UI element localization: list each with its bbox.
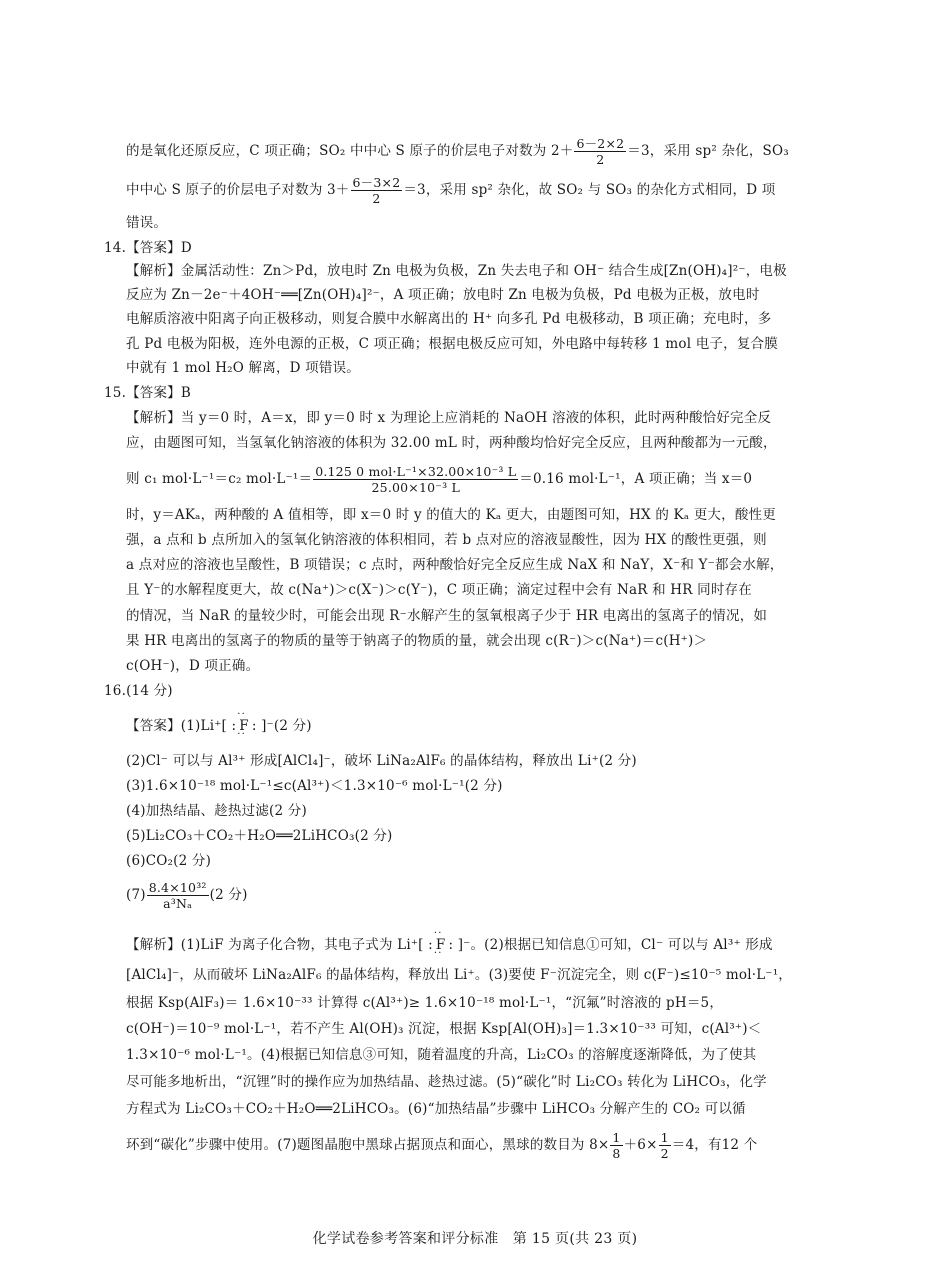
text-span: (2 分) [209,887,248,903]
text-line: 1.3×10⁻⁶ mol·L⁻¹。(4)根据已知信息③可知，随着温度的升高，Li₂CO₃ 的溶解度逐渐降低，为了使其 [126,1047,757,1063]
text-line [126,716,312,736]
text-line: 果 HR 电离出的氢离子的物质的量等于钠离子的物质的量，就会出现 c(R⁻)＞c(Na⁺)＝c(H⁺)＞ [126,633,708,649]
text-span: ＋6× [623,1137,658,1153]
fraction-numerator: 6－3×2 [352,175,401,190]
fraction-numerator: 8.4×10³² [148,880,207,895]
fraction [147,880,209,911]
text-line: c(OH⁻)＝10⁻⁹ mol·L⁻¹，若不产生 Al(OH)₃ 沉淀，根据 Ksp[Al(OH)₃]＝1.3×10⁻³³ 可知，c(Al³⁺)＜ [126,1021,762,1037]
text-line: (6)CO₂(2 分) [126,853,212,869]
text-line: c(OH⁻)，D 项正确。 [126,658,260,674]
text-span: 【解析】(1)LiF 为离子化合物，其电子式为 Li⁺[ : [126,937,433,953]
page-footer: 化学试卷参考答案和评分标准 第 15 页(共 23 页) [312,1231,638,1247]
text-line: 且 Y⁻的水解程度更大，故 c(Na⁺)＞c(X⁻)＞c(Y⁻)，C 项正确；滴定过程中会有 NaR 和 HR 同时存在 [126,582,752,598]
text-line: (3)1.6×10⁻¹⁸ mol·L⁻¹≤c(Al³⁺)＜1.3×10⁻⁶ mol·L⁻¹(2 分) [126,778,503,794]
fraction-denominator: 2 [660,1146,669,1161]
fraction-denominator: 25.00×10⁻³ L [371,480,460,495]
fraction-denominator: 2 [596,152,605,167]
fraction [574,136,626,167]
text-span: 【答案】(1)Li⁺[ : [126,718,237,734]
text-span: 的是氧化还原反应，C 项正确；SO₂ 中中心 S 原子的价层电子对数为 2＋ [126,143,574,159]
text-line: (2)Cl⁻ 可以与 Al³⁺ 形成[AlCl₄]⁻，破坏 LiNa₂AlF₆ 的晶体结构，释放出 Li⁺(2 分) [126,753,637,769]
text-line [126,464,752,495]
text-line: 【解析】金属活动性：Zn＞Pd，放电时 Zn 电极为负极，Zn 失去电子和 OH⁻ 结合生成[Zn(OH)₄]²⁻，电极 [126,263,787,279]
text-line: a 点对应的溶液也呈酸性，B 项错误；c 点时，两种酸恰好完全反应生成 NaX 和 NaY，X⁻和 Y⁻都会水解， [126,557,784,573]
text-line: 错误。 [126,215,168,231]
text-line: 电解质溶液中阳离子向正极移动，则复合膜中水解离出的 H⁺ 向多孔 Pd 电极移动，B 项正确；充电时，多 [126,311,772,327]
text-line: 时，y＝AKₐ，两种酸的 A 值相等，即 x＝0 时 y 的值大的 Kₐ 更大，由题图可知，HX 的 Kₐ 更大，酸性更 [126,507,776,523]
text-line: [AlCl₄]⁻，从而破坏 LiNa₂AlF₆ 的晶体结构，释放出 Li⁺。(3)要使 F⁻沉淀完全，则 c(F⁻)≤10⁻⁵ mol·L⁻¹， [126,967,793,983]
text-line [126,175,775,206]
text-line: 根据 Ksp(AlF₃)＝ 1.6×10⁻³³ 计算得 c(Al³⁺)≥ 1.6×10⁻¹⁸ mol·L⁻¹，“沉氟”时溶液的 pH＝5， [126,995,724,1011]
text-span: : ]⁻。(2)根据已知信息①可知，Cl⁻ 可以与 Al³⁺ 形成 [448,937,773,953]
text-line: 孔 Pd 电极为阳极，连外电源的正极，C 项正确；根据电极反应可知，外电路中每转移 1 mol 电子，复合膜 [126,336,778,352]
text-span: ＝0.16 mol·L⁻¹，A 项正确；当 x＝0 [519,471,753,487]
text-line: (4)加热结晶、趁热过滤(2 分) [126,803,307,819]
text-line [126,935,773,955]
electron-dot-atom: · · F · · [236,716,252,736]
text-line [126,1130,757,1161]
text-line: 【解析】当 y＝0 时，A＝x，即 y＝0 时 x 为理论上应消耗的 NaOH 溶液的体积，此时两种酸恰好完全反 [126,410,772,426]
text-line: 方程式为 Li₂CO₃＋CO₂＋H₂O══2LiHCO₃。(6)“加热结晶”步骤中 LiHCO₃ 分解产生的 CO₂ 可以循 [126,1101,746,1117]
text-line: 应，由题图可知，当氢氧化钠溶液的体积为 32.00 mL 时，两种酸均恰好完全反应，且两种酸都为一元酸， [126,435,777,451]
fraction-denominator: 8 [612,1146,621,1161]
text-line: 的情况，当 NaR 的量较少时，可能会出现 R⁻水解产生的氢氧根离子少于 HR 电离出的氢离子的情况，如 [126,608,768,624]
text-line: 中就有 1 mol H₂O 解离，D 项错误。 [126,360,360,376]
fraction-denominator: 2 [372,191,381,206]
text-span: ＝3，采用 sp² 杂化，故 SO₂ 与 SO₃ 的杂化方式相同，D 项 [403,182,776,198]
text-line [126,880,248,911]
text-span: 则 c₁ mol·L⁻¹＝c₂ mol·L⁻¹＝ [126,471,313,487]
electron-dot-atom: · · F · · [433,935,449,955]
fraction-numerator: 6－2×2 [576,136,625,151]
fraction-numerator: 1 [612,1130,621,1145]
question-15-answer: 15.【答案】B [104,385,191,401]
fraction-numerator: 1 [660,1130,669,1145]
fraction-numerator: 0.125 0 mol·L⁻¹×32.00×10⁻³ L [315,464,517,479]
text-line: 强，a 点和 b 点所加入的氢氧化钠溶液的体积相同，若 b 点对应的溶液显酸性，因为 HX 的酸性更强，则 [126,532,767,548]
fraction [313,464,518,495]
text-line [126,136,789,167]
question-14-answer: 14.【答案】D [104,240,192,256]
fraction [351,175,403,206]
text-line: 反应为 Zn－2e⁻＋4OH⁻══[Zn(OH)₄]²⁻，A 项正确；放电时 Zn 电极为负极，Pd 电极为正极，放电时 [126,287,760,303]
text-span: ＝4，有12 个 [671,1137,758,1153]
fraction [610,1130,622,1161]
question-16-header: 16.(14 分) [104,683,173,699]
text-span: ＝3，采用 sp² 杂化，SO₃ [627,143,789,159]
text-span: 中中心 S 原子的价层电子对数为 3＋ [126,182,350,198]
text-line: 尽可能多地析出，“沉锂”时的操作应为加热结晶、趁热过滤。(5)“碳化”时 Li₂CO₃ 转化为 LiHCO₃，化学 [126,1074,767,1090]
fraction [659,1130,671,1161]
text-span: : ]⁻(2 分) [251,718,312,734]
text-span: 环到“碳化”步骤中使用。(7)题图晶胞中黑球占据顶点和面心，黑球的数目为 8× [126,1137,610,1153]
text-span: (7) [126,887,146,903]
fraction-denominator: a³Nₐ [163,896,193,911]
text-line: (5)Li₂CO₃＋CO₂＋H₂O══2LiHCO₃(2 分) [126,828,393,844]
